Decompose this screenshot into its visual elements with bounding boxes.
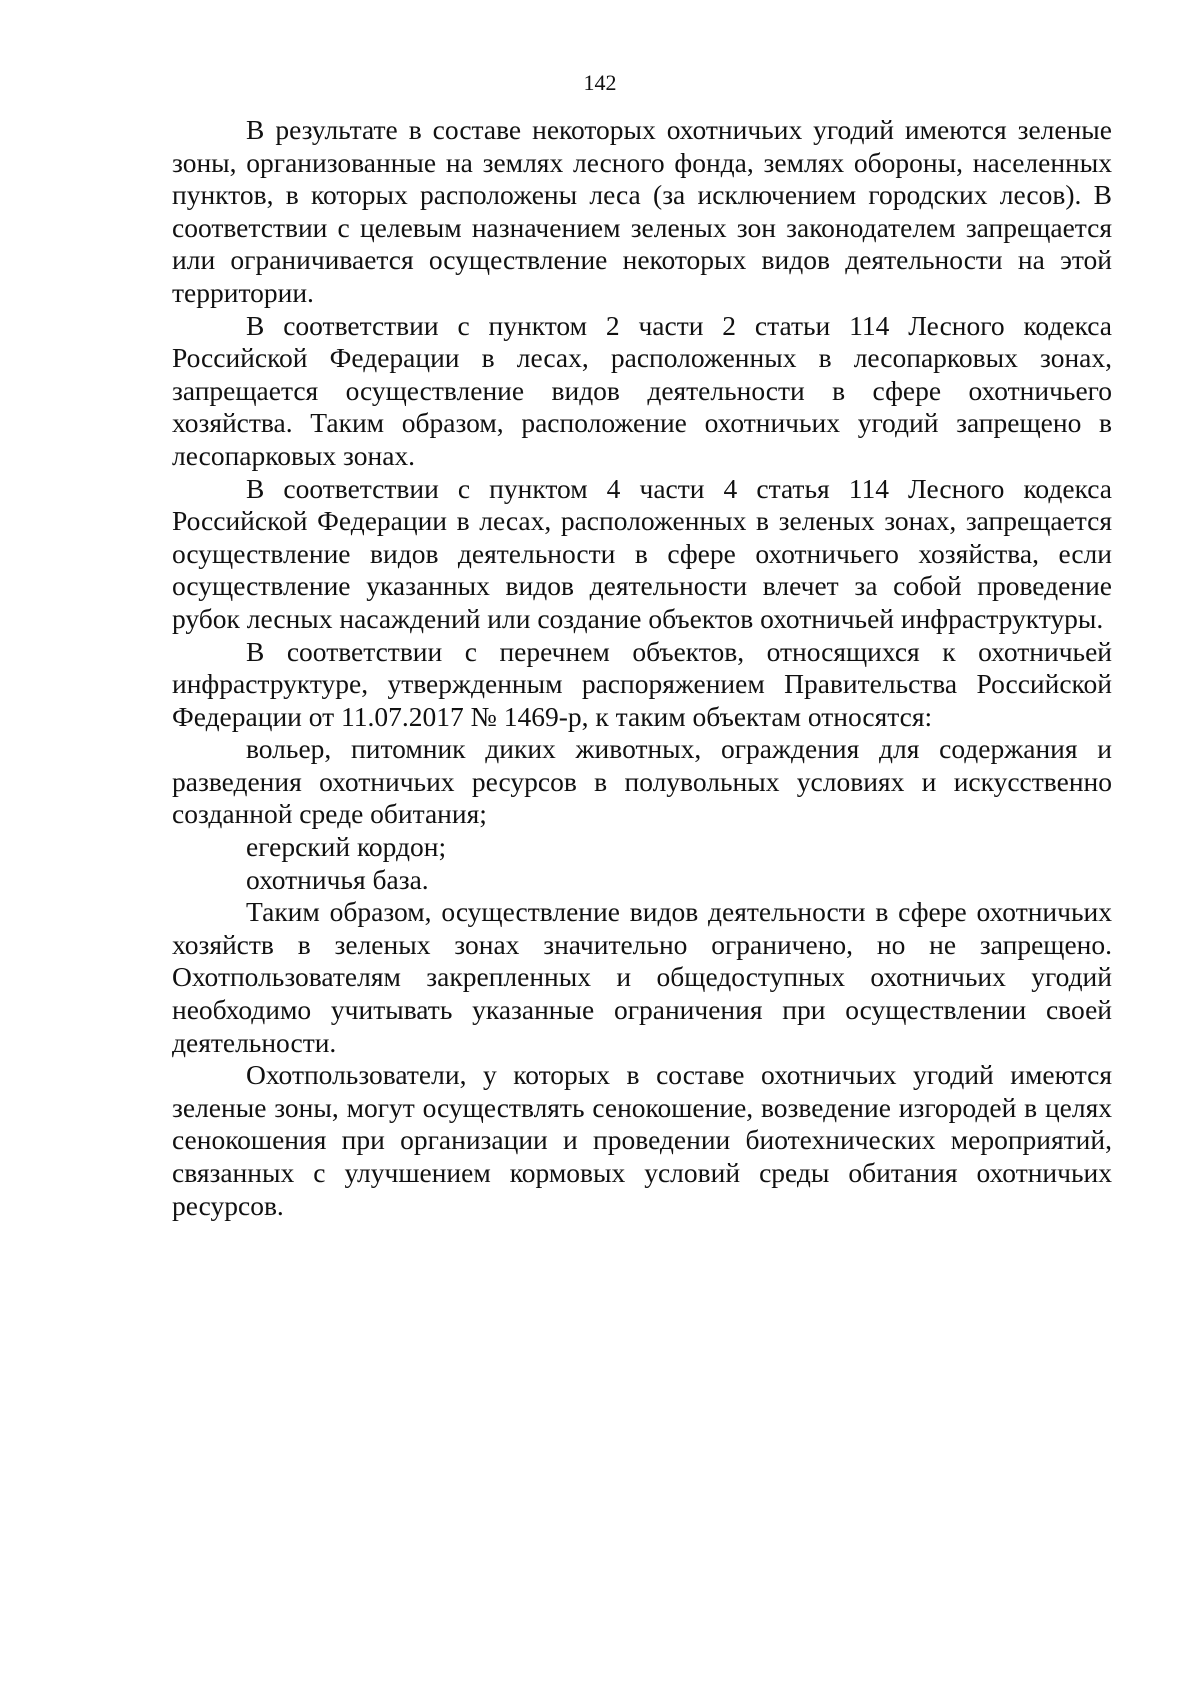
list-item-hunting-base: охотничья база. — [246, 863, 429, 895]
page-number: 142 — [583, 70, 617, 95]
list-item-ranger-cordon: егерский кордон; — [246, 831, 447, 863]
paragraph-green-zones-intro: В результате в составе некоторых охотничьих угодий имеются зеленые зоны, организованные на землях лесного фонда, землях обороны, населенных пунктов, в которых расположены леса (за исключением городских лесов). В соответствии с целевым назначением зеленых зон законодателем запрещается или ограничивается осуществление некоторых видов деятельности на этой территории. — [172, 114, 1112, 308]
document-body — [172, 114, 1112, 1222]
paragraph-conclusion: Таким образом, осуществление видов деятельности в сфере охотничьих хозяйств в зеленых зонах значительно ограничено, но не запрещено. Охотпользователям закрепленных и общедоступных охотничьих угодий необходимо учитывать указанные ограничения при осуществлении своей деятельности. — [172, 896, 1112, 1058]
paragraph-infrastructure-list-intro: В соответствии с перечнем объектов, относящихся к охотничьей инфраструктуре, утвержденным распоряжением Правительства Российской Федерации от 11.07.2017 № 1469-р, к таким объектам относятся: — [172, 635, 1112, 732]
paragraph-haymaking: Охотпользователи, у которых в составе охотничьих угодий имеются зеленые зоны, могут осуществлять сенокошение, возведение изгородей в целях сенокошения при организации и проведении биотехнических мероприятий, связанных с улучшением кормовых условий среды обитания охотничьих ресурсов. — [172, 1059, 1112, 1221]
list-item-enclosure: вольер, питомник диких животных, ограждения для содержания и разведения охотничьих ресурсов в полувольных условиях и искусственно созданной среде обитания; — [172, 733, 1112, 830]
paragraph-green-zones-restriction: В соответствии с пунктом 4 части 4 статья 114 Лесного кодекса Российской Федерации в лесах, расположенных в зеленых зонах, запрещается осуществление видов деятельности в сфере охотничьего хозяйства, если осуществление указанных видов деятельности влечет за собой проведение рубок лесных насаждений или создание объектов охотничьей инфраструктуры. — [172, 472, 1112, 634]
paragraph-forest-park-zones: В соответствии с пунктом 2 части 2 статьи 114 Лесного кодекса Российской Федерации в лесах, расположенных в лесопарковых зонах, запрещается осуществление видов деятельности в сфере охотничьего хозяйства. Таким образом, расположение охотничьих угодий запрещено в лесопарковых зонах. — [172, 309, 1112, 471]
